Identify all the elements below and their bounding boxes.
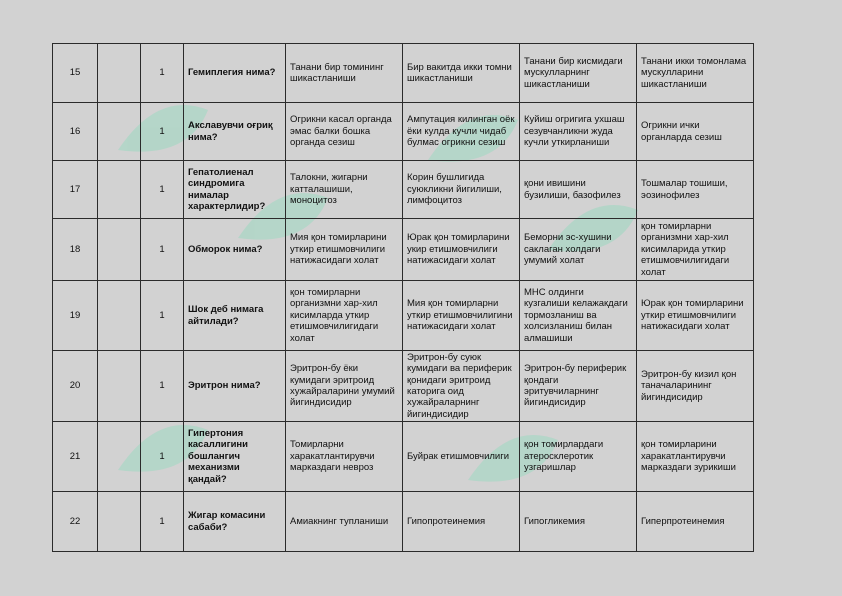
score-cell: 1 — [141, 281, 184, 351]
answer-cell: Танани бир томининг шикастланиши — [286, 44, 403, 103]
row-number: 16 — [53, 103, 98, 161]
row-number: 22 — [53, 492, 98, 552]
blank-cell — [98, 351, 141, 422]
blank-cell — [98, 281, 141, 351]
blank-cell — [98, 422, 141, 492]
answer-cell: Беморни эс-хушини саклаган холдаги умумий холат — [520, 219, 637, 281]
blank-cell — [98, 44, 141, 103]
table-row — [53, 281, 754, 351]
answer-cell: Гиперпротеинемия — [637, 492, 754, 552]
answer-cell: Куйиш огригига ухшаш сезувчанликни жуда кучли уткирланиши — [520, 103, 637, 161]
answer-cell: Тошмалар тошиши, эозинофилез — [637, 161, 754, 219]
answer-cell: Томирларни харакатлантирувчи марказдаги невроз — [286, 422, 403, 492]
question-cell: Гепатолиенал синдромига нималар характерлидир? — [184, 161, 286, 219]
answer-cell: МНС олдинги кузгалиши келажакдаги тормозланиш ва холсизланиш билан алмашиши — [520, 281, 637, 351]
answer-cell: Гипопротеинемия — [403, 492, 520, 552]
answer-cell: қони ивишини бузилиши, базофилез — [520, 161, 637, 219]
answer-cell: Эритрон-бу периферик қондаги эритувчиларнинг йигиндисидир — [520, 351, 637, 422]
table-row — [53, 161, 754, 219]
question-cell: Обморок нима? — [184, 219, 286, 281]
blank-cell — [98, 103, 141, 161]
blank-cell — [98, 219, 141, 281]
row-number: 15 — [53, 44, 98, 103]
answer-cell: Эритрон-бу ёки кумидаги эритроид хужайраларини умумий йигиндисидир — [286, 351, 403, 422]
answer-cell: Эритрон-бу суюк кумидаги ва периферик қонидаги эритроид каторига оид хужайраларнинг йигиндисидир — [403, 351, 520, 422]
answer-cell: Мия қон томирларни уткир етишмовчилигини натижасидаги холат — [403, 281, 520, 351]
answer-cell: Гипогликемия — [520, 492, 637, 552]
blank-cell — [98, 161, 141, 219]
question-cell: Гемиплегия нима? — [184, 44, 286, 103]
score-cell: 1 — [141, 351, 184, 422]
table-row — [53, 422, 754, 492]
score-cell: 1 — [141, 492, 184, 552]
score-cell: 1 — [141, 44, 184, 103]
score-cell: 1 — [141, 103, 184, 161]
blank-cell — [98, 492, 141, 552]
answer-cell: қон томирлардаги атеросклеротик узгаришлар — [520, 422, 637, 492]
questions-table — [52, 43, 754, 552]
question-cell: Жигар комасини сабаби? — [184, 492, 286, 552]
row-number: 21 — [53, 422, 98, 492]
answer-cell: Бир вакитда икки томни шикастланиши — [403, 44, 520, 103]
answer-cell: Мия қон томирларини уткир етишмовчилиги натижасидаги холат — [286, 219, 403, 281]
answer-cell: Ампутация килинган оёк ёки кулда кучли чидаб булмас огрикни сезиш — [403, 103, 520, 161]
table-row — [53, 219, 754, 281]
answer-cell: Танани икки томонлама мускулларини шикастланиши — [637, 44, 754, 103]
answer-cell: қон томирларини харакатлантирувчи марказдаги зурикиши — [637, 422, 754, 492]
table-row — [53, 351, 754, 422]
row-number: 19 — [53, 281, 98, 351]
answer-cell: қон томирларни организмни хар-хил кисимларида уткир етишмовчилигидаги холат — [637, 219, 754, 281]
answer-cell: Танани бир кисмидаги мускулларнинг шикастланиши — [520, 44, 637, 103]
question-cell: Акславувчи оғриқ нима? — [184, 103, 286, 161]
answer-cell: Буйрак етишмовчилиги — [403, 422, 520, 492]
row-number: 17 — [53, 161, 98, 219]
answer-cell: Эритрон-бу кизил қон таначаларининг йигиндисидир — [637, 351, 754, 422]
answer-cell: Талокни, жигарни катталашиши, моноцитоз — [286, 161, 403, 219]
table-row — [53, 44, 754, 103]
answer-cell: Юрак қон томирларини уткир етишмовчилиги натижасидаги холат — [637, 281, 754, 351]
question-cell: Гипертония касаллигини бошлангич механизми қандай? — [184, 422, 286, 492]
answer-cell: Юрак қон томирларини укир етишмовчилиги натижасидаги холат — [403, 219, 520, 281]
score-cell: 1 — [141, 422, 184, 492]
score-cell: 1 — [141, 219, 184, 281]
answer-cell: Огрикни касал органда эмас балки бошка органда сезиш — [286, 103, 403, 161]
question-cell: Шок деб нимага айтилади? — [184, 281, 286, 351]
answer-cell: қон томирларни организмни хар-хил кисимларда уткир етишмовчилигидаги холат — [286, 281, 403, 351]
score-cell: 1 — [141, 161, 184, 219]
table-row — [53, 103, 754, 161]
row-number: 18 — [53, 219, 98, 281]
answer-cell: Амиакнинг тупланиши — [286, 492, 403, 552]
answer-cell: Корин бушлигида суюкликни йигилиши, лимфоцитоз — [403, 161, 520, 219]
row-number: 20 — [53, 351, 98, 422]
question-cell: Эритрон нима? — [184, 351, 286, 422]
table-row — [53, 492, 754, 552]
answer-cell: Огрикни ички органларда сезиш — [637, 103, 754, 161]
